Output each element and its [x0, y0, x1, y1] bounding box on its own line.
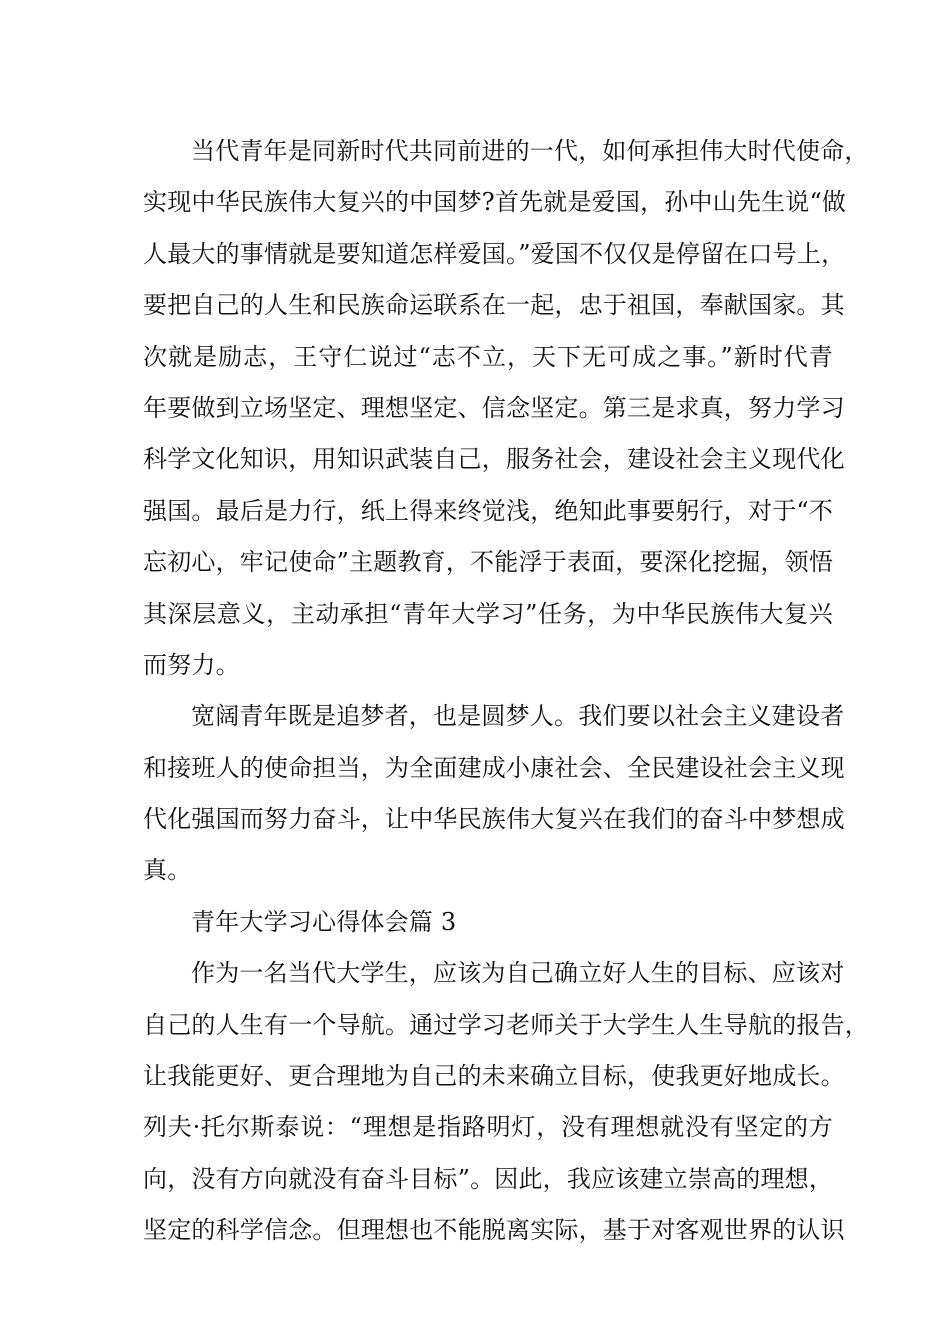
- text-line: 宽阔青年既是追梦者，也是圆梦人。我们要以社会主义建设者: [191, 702, 845, 731]
- text-line: 强国。最后是力行，纸上得来终觉浅，绝知此事要躬行，对于“不: [143, 496, 834, 525]
- text-line: 向，没有方向就没有奋斗目标”。因此，我应该建立崇高的理想，: [143, 1164, 834, 1193]
- text-line: 次就是励志，王守仁说过“志不立，天下无可成之事。”新时代青: [143, 342, 833, 371]
- text-line: 列夫·托尔斯泰说：“理想是指路明灯，没有理想就没有坚定的方: [143, 1113, 833, 1142]
- text-line: 让我能更好、更合理地为自己的未来确立目标，使我更好地成长。: [143, 1062, 845, 1091]
- text-line: 忘初心，牢记使命”主题教育，不能浮于表面，要深化挖掘，领悟: [143, 548, 834, 577]
- text-line: 真。: [143, 856, 192, 885]
- text-line: 而努力。: [143, 650, 240, 679]
- document-body: [143, 126, 869, 1257]
- text-line: 其深层意义，主动承担“青年大学习”任务，为中华民族伟大复兴: [143, 599, 833, 628]
- text-line: 坚定的科学信念。但理想也不能脱离实际，基于对客观世界的认识: [143, 1216, 845, 1245]
- text-line: 科学文化知识，用知识武装自己，服务社会，建设社会主义现代化: [143, 445, 845, 474]
- section-heading: 青年大学习心得体会篇 3: [191, 907, 457, 936]
- text-line: 当代青年是同新时代共同前进的一代，如何承担伟大时代使命，: [191, 137, 869, 165]
- text-line: 和接班人的使命担当，为全面建成小康社会、全民建设社会主义现: [143, 753, 845, 782]
- text-line: 代化强国而努力奋斗，让中华民族伟大复兴在我们的奋斗中梦想成: [143, 805, 845, 834]
- text-line: 实现中华民族伟大复兴的中国梦?首先就是爱国，孙中山先生说“做: [143, 188, 847, 217]
- text-line: 作为一名当代大学生，应该为自己确立好人生的目标、应该对: [191, 959, 845, 988]
- text-line: 自己的人生有一个导航。通过学习老师关于大学生人生导航的报告，: [143, 1010, 869, 1039]
- text-line: 年要做到立场坚定、理想坚定、信念坚定。第三是求真，努力学习: [143, 393, 845, 422]
- text-line: 要把自己的人生和民族命运联系在一起，忠于祖国，奉献国家。其: [143, 291, 845, 320]
- text-line: 人最大的事情就是要知道怎样爱国。”爱国不仅仅是停留在口号上，: [143, 239, 846, 268]
